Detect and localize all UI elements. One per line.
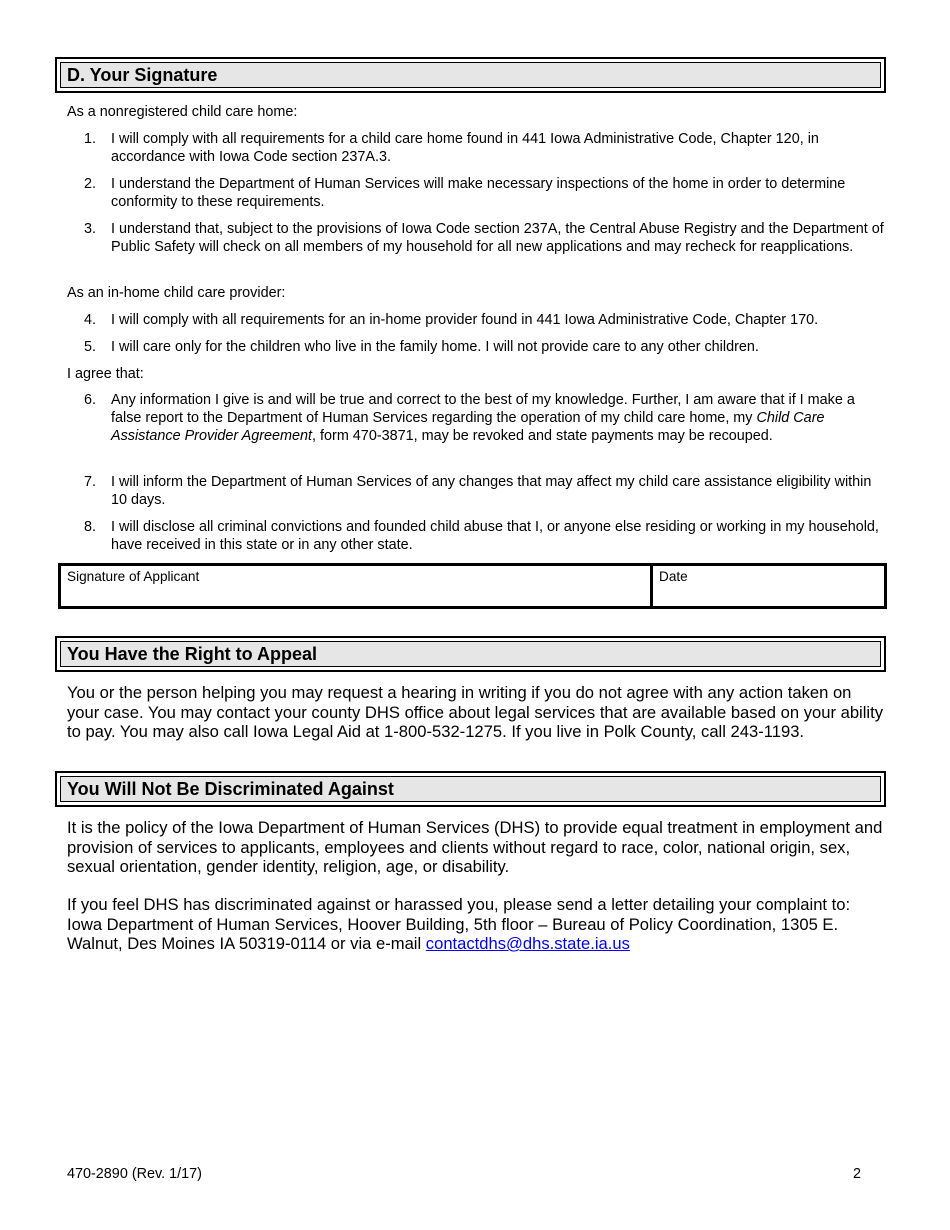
list-item-number: 5. — [84, 339, 97, 355]
signature-field[interactable] — [61, 566, 653, 606]
list-item-number: 3. — [84, 221, 97, 237]
list-item-number: 8. — [84, 519, 97, 535]
list-item-7 — [84, 473, 884, 509]
form-number: 470-2890 (Rev. 1/17) — [67, 1166, 202, 1182]
list-item-text: I will comply with all requirements for a child care home found in 441 Iowa Administrative Code, Chapter 120, in accordance with Iowa Code section 237A.3. — [111, 131, 819, 165]
list-item-text: I will inform the Department of Human Services of any changes that may affect my child care assistance eligibility within 10 days. — [111, 474, 872, 508]
list-item-1 — [84, 130, 884, 166]
discrimination-policy: It is the policy of the Iowa Department of Human Services (DHS) to provide equal treatment in employment and provision of services to applicants, employees and clients without regard to race, color, national origin, sex, sexual orientation, gender identity, religion, age, or disability. — [67, 818, 883, 876]
email-link[interactable]: contactdhs@dhs.state.ia.us — [425, 934, 630, 953]
section-d-header — [55, 57, 886, 93]
list-item-2 — [84, 175, 884, 211]
agreement-title: Child Care Assistance Provider Agreement — [111, 410, 825, 444]
intro-agree: I agree that: — [67, 366, 144, 382]
intro-nonregistered: As a nonregistered child care home: — [67, 104, 298, 120]
list-item-text — [111, 391, 884, 445]
signature-label: Signature of Applicant — [67, 569, 200, 584]
list-item-number: 6. — [84, 392, 97, 408]
list-item-8 — [84, 518, 884, 554]
list-item-number: 7. — [84, 474, 97, 490]
discrimination-title: You Will Not Be Discriminated Against — [60, 776, 881, 802]
discrimination-complaint — [67, 895, 887, 954]
date-field[interactable] — [653, 566, 884, 606]
list-item-text: I will disclose all criminal convictions and founded child abuse that I, or anyone else residing or working in my household, have received in this state or in any other state. — [111, 519, 879, 553]
section-d-title: D. Your Signature — [60, 62, 881, 88]
list-item-number: 4. — [84, 312, 97, 328]
signature-box — [58, 563, 887, 609]
list-item-3 — [84, 220, 884, 256]
list-item-text: I understand that, subject to the provisions of Iowa Code section 237A, the Central Abuse Registry and the Department of Public Safety will check on all members of my household for all new applications and may recheck for reapplications. — [111, 221, 884, 255]
list-item-6 — [84, 391, 884, 445]
appeal-header — [55, 636, 886, 672]
item6-text-after: , form 470-3871, may be revoked and state payments may be recouped. — [312, 428, 773, 444]
page-number: 2 — [853, 1166, 862, 1182]
list-item-number: 1. — [84, 131, 97, 147]
date-label: Date — [659, 569, 688, 584]
list-item-5 — [84, 338, 884, 356]
list-item-text: I will care only for the children who live in the family home. I will not provide care to any other children. — [111, 339, 759, 355]
list-item-text: I will comply with all requirements for an in-home provider found in 441 Iowa Administrative Code, Chapter 170. — [111, 312, 819, 328]
appeal-title: You Have the Right to Appeal — [60, 641, 881, 667]
appeal-text: You or the person helping you may request a hearing in writing if you do not agree with any action taken on your case. You may contact your county DHS office about legal services that are available based on your ability to pay. You may also call Iowa Legal Aid at 1-800-532-1275. If you live in Polk County, call 243-1193. — [67, 683, 884, 741]
complaint-text: If you feel DHS has discriminated against or harassed you, please send a letter detailing your complaint to: Iowa Department of Human Services, Hoover Building, 5th floor – Bureau of Policy Coordination, 1305 E. Walnut, Des Moines IA 50319-0114 or via e-mail — [67, 895, 851, 953]
list-item-4 — [84, 311, 884, 329]
item6-text-before: Any information I give is and will be true and correct to the best of my knowledge. Further, I am aware that if I make a false report to the Department of Human Services regarding the operation of my child care home, my — [111, 392, 855, 426]
list-item-number: 2. — [84, 176, 97, 192]
list-item-text: I understand the Department of Human Services will make necessary inspections of the home in order to determine conformity to these requirements. — [111, 176, 846, 210]
intro-inhome: As an in-home child care provider: — [67, 285, 286, 301]
discrimination-header — [55, 771, 886, 807]
